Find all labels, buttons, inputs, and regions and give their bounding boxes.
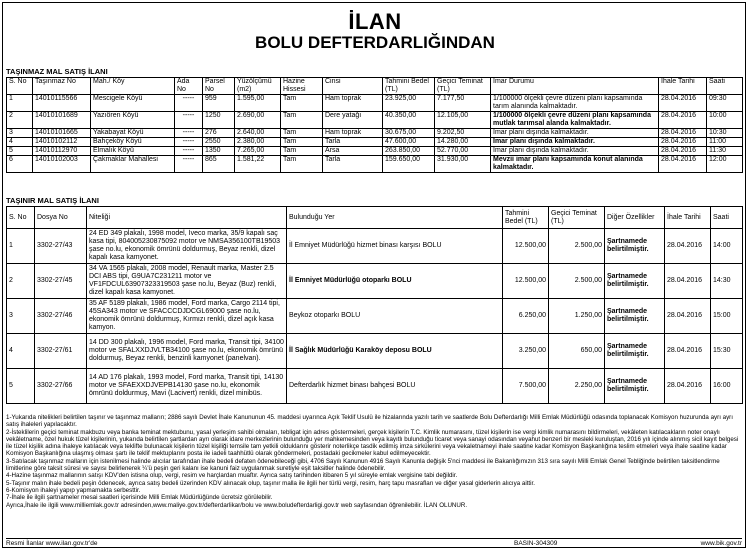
- realty-cell-cins: Ham toprak: [323, 129, 383, 138]
- movable-cell-diger: Şartnamede belirtilmiştir.: [605, 229, 665, 264]
- movable-cell-teminat: 2.500,00: [549, 264, 605, 299]
- realty-cell-tarih: 28.04.2016: [659, 95, 707, 112]
- realty-cell-koy: Çakmaklar Mahallesi: [91, 156, 175, 173]
- table-row: [7, 334, 743, 369]
- movable-cell-nitelik: 14 DD 300 plakalı, 1996 model, Ford marka, Transit tipi, 34100 motor ve SFALXXDJVLTB34100 şase no.lu, ekonomik ömrünü doldurmuş, Beyaz renkli, benzinli kamyonet (panelvan).: [87, 334, 287, 369]
- realty-cell-saat: 11:30: [707, 147, 743, 156]
- movable-cell-bedel: 12.500,00: [503, 264, 549, 299]
- realty-cell-sno: 5: [7, 147, 33, 156]
- note-paragraph: 1-Yukarıda nitelikleri belirtilen taşınır ve taşınmaz malların; 2886 sayılı Devlet İhale Kanununun 45. maddesi uyarınca Açık Teklif Usulü ile hizalarında yazılı tarih ve saatlerde Bolu Defterdarlığı Milli Emlak Müdürlüğü odasında toplanacak Komisyon huzurunda ayrı ayrı satış ihaleleri yapılacaktır.: [6, 414, 733, 429]
- realty-header-cell: Taşınmaz No: [33, 78, 91, 95]
- realty-header-cell: S. No: [7, 78, 33, 95]
- realty-header-cell: Geçici Teminat (TL): [435, 78, 491, 95]
- realty-cell-saat: 09:30: [707, 95, 743, 112]
- realty-cell-koy: Elmalık Köyü: [91, 147, 175, 156]
- realty-cell-teminat: 14.280,00: [435, 138, 491, 147]
- realty-cell-sno: 1: [7, 95, 33, 112]
- realty-cell-imar: 1/100000 ölçekli çevre düzeni planı kapsamında mutlak tarımsal alanda kalmaktadır.: [491, 112, 659, 129]
- movable-header-cell: Dosya No: [35, 207, 87, 229]
- realty-cell-sno: 2: [7, 112, 33, 129]
- table-row: [7, 229, 743, 264]
- movable-cell-yer: İl Emniyet Müdürlüğü otoparkı BOLU: [287, 264, 503, 299]
- movable-header-cell: Niteliği: [87, 207, 287, 229]
- table-row: [7, 112, 743, 129]
- section-realty-title: TAŞINMAZ MAL SATIŞ İLANI: [6, 67, 108, 76]
- realty-header-cell: Cinsi: [323, 78, 383, 95]
- movable-cell-diger: Şartnamede belirtilmiştir.: [605, 264, 665, 299]
- movable-cell-teminat: 650,00: [549, 334, 605, 369]
- realty-cell-imar: 1/100000 ölçekli çevre düzeni planı kapsamında tarım alanında kalmaktadır.: [491, 95, 659, 112]
- realty-cell-bedel: 263.850,00: [383, 147, 435, 156]
- movable-cell-sno: 3: [7, 299, 35, 334]
- realty-cell-no: 14010102112: [33, 138, 91, 147]
- table-row: [7, 129, 743, 138]
- realty-cell-parsel: 865: [203, 156, 235, 173]
- realty-cell-cins: Ham toprak: [323, 95, 383, 112]
- realty-cell-ada: -----: [175, 138, 203, 147]
- table-row: [7, 147, 743, 156]
- movable-cell-saat: 16:00: [711, 369, 743, 404]
- realty-cell-parsel: 2550: [203, 138, 235, 147]
- movable-cell-saat: 15:30: [711, 334, 743, 369]
- movable-cell-nitelik: 34 VA 1565 plakalı, 2008 model, Renault marka, Master 2.5 DCI ABS tipi, G9UA7C231211 motor ve VF1FDCUL63907323319503 şase no.lu, Beyaz (Buz) renkli, dizel kapalı kasa kamyonet.: [87, 264, 287, 299]
- realty-header-cell: Hazine Hissesi: [281, 78, 323, 95]
- movable-cell-tarih: 28.04.2016: [665, 264, 711, 299]
- footer: [6, 538, 742, 547]
- realty-cell-imar: İmar planı dışında kalmaktadır.: [491, 129, 659, 138]
- note-paragraph: Ayrıca,İhale ile ilgili www.milliemlak.gov.tr adresinden,www.maliye.gov.tr/defterdarlikar/bolu ve www.boludefterdarligi.gov.tr web sayfasından öğrenilebilir. İLAN OLUNUR.: [6, 501, 468, 509]
- realty-cell-imar: İmar planı dışında kalmaktadır.: [491, 147, 659, 156]
- realty-cell-yuz: 1.581,22: [235, 156, 281, 173]
- realty-cell-saat: 10:00: [707, 112, 743, 129]
- realty-cell-koy: Yazıören Köyü: [91, 112, 175, 129]
- realty-cell-cins: Arsa: [323, 147, 383, 156]
- movable-cell-dosya: 3302-27/46: [35, 299, 87, 334]
- movable-cell-bedel: 12.500,00: [503, 229, 549, 264]
- realty-header-cell: İhale Tarihi: [659, 78, 707, 95]
- realty-cell-tarih: 28.04.2016: [659, 138, 707, 147]
- note-paragraph: 5-Taşınır malın ihale bedeli peşin ödenecek, ayrıca satış bedeli üzerinden KDV alınacak olup, taşınır malla ile ilgili her türlü vergi, resim, harç tapu masrafları ve diğer yasal giderlerin alıcıya aittir.: [6, 479, 535, 487]
- movable-cell-yer: İl Sağlık Müdürlüğü Karaköy deposu BOLU: [287, 334, 503, 369]
- realty-cell-no: 14010101689: [33, 112, 91, 129]
- movable-header-cell: Diğer Özellikler: [605, 207, 665, 229]
- realty-header-cell: Parsel No: [203, 78, 235, 95]
- realty-cell-bedel: 23.925,00: [383, 95, 435, 112]
- table-row: [7, 299, 743, 334]
- table-row: [7, 264, 743, 299]
- realty-cell-bedel: 47.600,00: [383, 138, 435, 147]
- realty-cell-parsel: 959: [203, 95, 235, 112]
- realty-cell-teminat: 9.202,50: [435, 129, 491, 138]
- realty-cell-teminat: 31.930,00: [435, 156, 491, 173]
- realty-cell-no: 14010115566: [33, 95, 91, 112]
- movable-cell-yer: Defterdarlık hizmet binası bahçesi BOLU: [287, 369, 503, 404]
- realty-cell-tarih: 28.04.2016: [659, 129, 707, 138]
- realty-cell-koy: Mescigele Köyü: [91, 95, 175, 112]
- movable-cell-yer: Beykoz otoparkı BOLU: [287, 299, 503, 334]
- realty-cell-bedel: 40.350,00: [383, 112, 435, 129]
- realty-cell-ada: -----: [175, 147, 203, 156]
- realty-cell-tarih: 28.04.2016: [659, 156, 707, 173]
- movable-cell-yer: İl Emniyet Müdürlüğü hizmet binası karşısı BOLU: [287, 229, 503, 264]
- realty-cell-hisse: Tam: [281, 95, 323, 112]
- table-row: [7, 369, 743, 404]
- movable-cell-diger: Şartnamede belirtilmiştir.: [605, 299, 665, 334]
- note-paragraph: 7-İhale ile ilgili şartnameler mesai saatleri içerisinde Milli Emlak Müdürlüğünde ücretsiz görülebilir.: [6, 494, 273, 502]
- movable-cell-teminat: 2.250,00: [549, 369, 605, 404]
- movable-cell-dosya: 3302-27/61: [35, 334, 87, 369]
- movable-cell-teminat: 1.250,00: [549, 299, 605, 334]
- movable-cell-saat: 14:30: [711, 264, 743, 299]
- realty-cell-saat: 12:00: [707, 156, 743, 173]
- realty-cell-imar: İmar planı dışında kalmaktadır.: [491, 138, 659, 147]
- movable-header-cell: Saati: [711, 207, 743, 229]
- realty-cell-cins: Tarla: [323, 156, 383, 173]
- realty-cell-bedel: 30.675,00: [383, 129, 435, 138]
- movable-cell-tarih: 28.04.2016: [665, 299, 711, 334]
- realty-cell-yuz: 2.380,00: [235, 138, 281, 147]
- realty-cell-hisse: Tam: [281, 156, 323, 173]
- realty-cell-saat: 10:30: [707, 129, 743, 138]
- realty-header-cell: İmar Durumu: [491, 78, 659, 95]
- section-movable-title: TAŞINIR MAL SATIŞ İLANI: [6, 196, 99, 205]
- realty-header-row: [7, 78, 743, 95]
- movable-cell-bedel: 7.500,00: [503, 369, 549, 404]
- realty-cell-sno: 4: [7, 138, 33, 147]
- movable-cell-tarih: 28.04.2016: [665, 369, 711, 404]
- movable-header-cell: İhale Tarihi: [665, 207, 711, 229]
- movable-header-cell: Tahmini Bedel (TL): [503, 207, 549, 229]
- table-row: [7, 95, 743, 112]
- realty-cell-cins: Tarla: [323, 138, 383, 147]
- realty-cell-yuz: 7.265,00: [235, 147, 281, 156]
- movable-cell-diger: Şartnamede belirtilmiştir.: [605, 369, 665, 404]
- footer-code: BASIN-304309: [514, 540, 558, 547]
- realty-cell-tarih: 28.04.2016: [659, 147, 707, 156]
- footer-left: Resmi İlanlar www.ilan.gov.tr'de: [6, 540, 98, 547]
- realty-cell-teminat: 52.770,00: [435, 147, 491, 156]
- movable-cell-sno: 5: [7, 369, 35, 404]
- realty-cell-sno: 3: [7, 129, 33, 138]
- realty-cell-koy: Yakabayat Köyü: [91, 129, 175, 138]
- movable-cell-nitelik: 24 ED 349 plakalı, 1998 model, İveco marka, 35/9 kapalı saç kasa tipi, 804005230875092 motor ve NMSA356100TB19503 şase no.lu, ekonomik ömrünü doldurmuş, Beyaz renkli, dizel kapalı kasa kamyonet.: [87, 229, 287, 264]
- realty-cell-no: 14010112970: [33, 147, 91, 156]
- realty-cell-ada: -----: [175, 112, 203, 129]
- realty-cell-hisse: Tam: [281, 112, 323, 129]
- realty-header-cell: Mah./ Köy: [91, 78, 175, 95]
- realty-cell-cins: Dere yatağı: [323, 112, 383, 129]
- title-ilan: İLAN: [348, 9, 402, 34]
- movable-cell-dosya: 3302-27/45: [35, 264, 87, 299]
- movable-table: [6, 206, 743, 404]
- movable-cell-sno: 4: [7, 334, 35, 369]
- realty-cell-parsel: 276: [203, 129, 235, 138]
- movable-cell-saat: 14:00: [711, 229, 743, 264]
- realty-cell-imar: Mevzii imar planı kapsamında konut alanında kalmaktadır.: [491, 156, 659, 173]
- realty-header-cell: Yüzölçümü (m2): [235, 78, 281, 95]
- movable-cell-nitelik: 14 AD 176 plakalı, 1993 model, Ford marka, Transit tipi, 14130 motor ve SFAEXXDJVEPB14130 şase no.lu, ekonomik ömrünü doldurmuş, Mavi (Lacivert) renkli, dizel minibüs.: [87, 369, 287, 404]
- realty-table: [6, 77, 743, 173]
- movable-cell-bedel: 3.250,00: [503, 334, 549, 369]
- realty-cell-yuz: 1.595,00: [235, 95, 281, 112]
- footer-right: www.bik.gov.tr: [700, 540, 742, 547]
- realty-cell-yuz: 2.640,00: [235, 129, 281, 138]
- realty-cell-ada: -----: [175, 129, 203, 138]
- table-row: [7, 138, 743, 147]
- movable-header-cell: Bulunduğu Yer: [287, 207, 503, 229]
- realty-cell-hisse: Tam: [281, 129, 323, 138]
- movable-header-cell: Geçici Teminat (TL): [549, 207, 605, 229]
- movable-cell-sno: 1: [7, 229, 35, 264]
- movable-cell-dosya: 3302-27/43: [35, 229, 87, 264]
- realty-cell-teminat: 12.105,00: [435, 112, 491, 129]
- movable-cell-bedel: 6.250,00: [503, 299, 549, 334]
- realty-cell-bedel: 159.650,00: [383, 156, 435, 173]
- movable-header-row: [7, 207, 743, 229]
- realty-header-cell: Ada No: [175, 78, 203, 95]
- title-institution: BOLU DEFTERDARLIĞINDAN: [255, 33, 495, 52]
- note-paragraph: 3-Satılacak taşınmaz malların için istenilmesi halinde alıcılar tarafından ihale bedeli defaten ödenebileceği gibi, 4706 Sayılı Kanunun 4916 Sayılı Kanunla değişik 5'nci maddesi ile Bakanlığımızın 313 sıra sayılı Milli Emlak Genel Tebliğinde belirtilen taksitlendirme limitlerine göre taksit süresi ve sayısı belirlenerek ¼'ü peşin geri kalanı ise kanuni faiz uygulanmak suretiyle eşit taksitler halinde ödenebilir.: [6, 457, 720, 473]
- realty-cell-no: 14010101665: [33, 129, 91, 138]
- notes-section: [6, 414, 744, 509]
- movable-cell-dosya: 3302-27/66: [35, 369, 87, 404]
- movable-header-cell: S. No: [7, 207, 35, 229]
- movable-cell-nitelik: 35 AF 5189 plakalı, 1986 model, Ford marka, Cargo 2114 tipi, 45SA343 motor ve SFACCCDJDCGL69000 şase no.lu, ekonomik ömrünü doldurmuş, Kırmızı renkli, dizel açık kasa kamyon.: [87, 299, 287, 334]
- realty-cell-parsel: 1250: [203, 112, 235, 129]
- movable-cell-diger: Şartnamede belirtilmiştir.: [605, 334, 665, 369]
- note-paragraph: 4-Hazine taşınmaz mallarının satışı KDV'den istisna olup, vergi, resim ve harçlardan muaftır. Ayrıca satış tarihinden itibaren 5 yıl süreyle emlak vergisine tabi değildir.: [6, 472, 458, 480]
- note-paragraph: 6-Komisyon ihaleyi yapıp yapmamakta serbesttir.: [6, 486, 141, 494]
- realty-cell-yuz: 2.690,00: [235, 112, 281, 129]
- realty-cell-ada: -----: [175, 95, 203, 112]
- table-row: [7, 156, 743, 173]
- movable-cell-tarih: 28.04.2016: [665, 334, 711, 369]
- movable-cell-tarih: 28.04.2016: [665, 229, 711, 264]
- realty-cell-hisse: Tam: [281, 138, 323, 147]
- movable-cell-teminat: 2.500,00: [549, 229, 605, 264]
- movable-cell-sno: 2: [7, 264, 35, 299]
- realty-cell-saat: 11:00: [707, 138, 743, 147]
- realty-cell-sno: 6: [7, 156, 33, 173]
- realty-cell-hisse: Tam: [281, 147, 323, 156]
- realty-cell-parsel: 1350: [203, 147, 235, 156]
- realty-header-cell: Saati: [707, 78, 743, 95]
- realty-cell-teminat: 7.177,50: [435, 95, 491, 112]
- realty-header-cell: Tahmini Bedel (TL): [383, 78, 435, 95]
- realty-cell-ada: -----: [175, 156, 203, 173]
- movable-cell-saat: 15:00: [711, 299, 743, 334]
- realty-cell-no: 14010102003: [33, 156, 91, 173]
- realty-cell-tarih: 28.04.2016: [659, 112, 707, 129]
- realty-cell-koy: Bahçeköy Köyü: [91, 138, 175, 147]
- note-paragraph: 2-İsteklilerin geçici teminat makbuzu veya banka teminat mektubunu, yasal yerleşim sahibi olmaları, tebligat için adres göstermeleri, gerçek kişilerin T.C. Kimlik numarasını, tüzel kişilerin ise vergi kimlik numarasını bildirmeleri, vekâleten katılacakların noter onaylı vekâletname, özel hukuk tüzel kişilerinin, yukarıda belirtilen şartlardan ayrı olarak idare merkezlerinin bulunduğu yer mahkemesinden veya kayıtlı bulunduğu ticaret veya sanayi odasından veyahut benzeri bir mesleki kuruluştan, 2016 yılı içinde alınmış sicil kayıt belgesi ile tüzel kişilik adına ihaleye katılacak veya teklifte bulunacak kişilerin tüzel kişiliği temsile tam yetkili olduklarını gösterir noterlikçe tasdik edilmiş imza sirkülerini veya vekaletnameyi ihale saatine kadar Komisyon Başkanlığına teslim etmeleri veya ihale saatine kadar Komisyon Başkanlığına ulaşmış olması şartı ile teklif mektuplarını posta ile iadeli taahhütlü olarak göndermeleri, postadaki gecikmeler kabul edilmeyecektir.: [6, 428, 739, 458]
